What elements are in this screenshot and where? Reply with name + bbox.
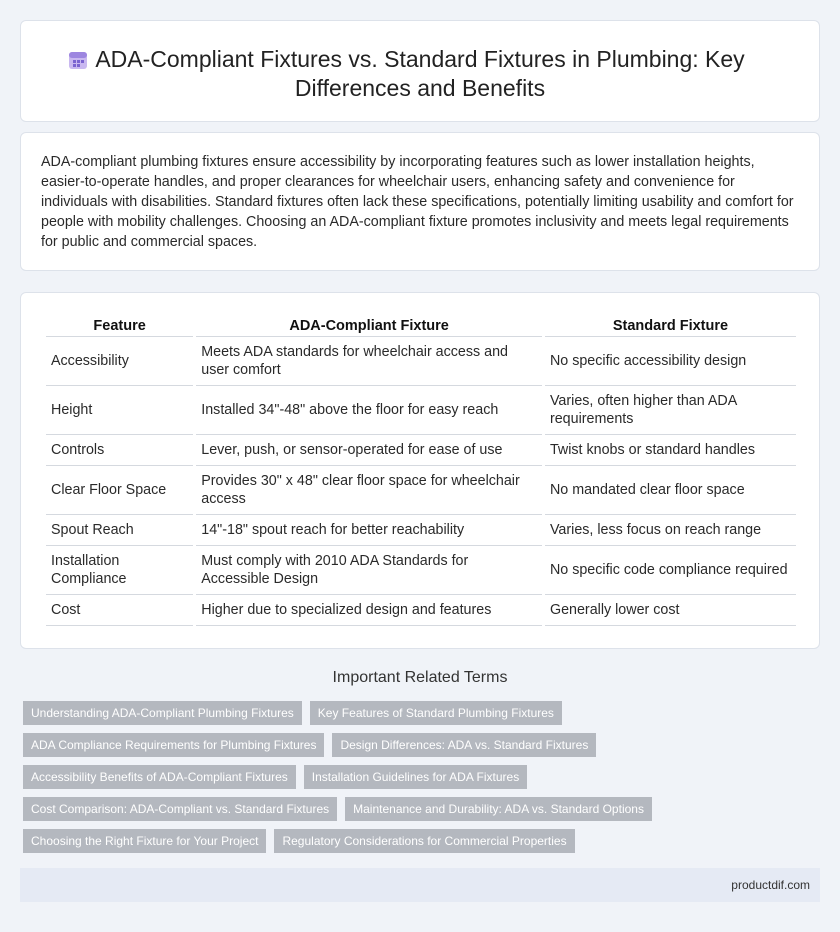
table-row <box>46 546 796 595</box>
header-standard: Standard Fixture <box>545 313 796 337</box>
related-term-tag[interactable]: Choosing the Right Fixture for Your Project <box>23 829 266 853</box>
table-header-row <box>46 313 796 337</box>
table-cell: Clear Floor Space <box>46 466 193 515</box>
related-terms-list <box>23 701 803 861</box>
table-cell: Lever, push, or sensor-operated for ease of use <box>196 435 542 466</box>
comparison-table <box>43 313 799 626</box>
table-cell: Varies, often higher than ADA requirements <box>545 386 796 435</box>
intro-paragraph: ADA-compliant plumbing fixtures ensure accessibility by incorporating features such as lower installation heights, easier-to-operate handles, and proper clearances for wheelchair users, enhancing safety and convenience for individuals with disabilities. Standard fixtures often lack these specifications, potentially limiting usability and comfort for people with mobility challenges. Choosing an ADA-compliant fixture promotes inclusivity and meets legal requirements for public and commercial spaces. <box>41 154 794 250</box>
table-cell: No mandated clear floor space <box>545 466 796 515</box>
footer <box>20 868 820 902</box>
related-term-tag[interactable]: Design Differences: ADA vs. Standard Fixtures <box>332 733 596 757</box>
related-term-tag[interactable]: Key Features of Standard Plumbing Fixtures <box>310 701 562 725</box>
comparison-table-card <box>20 292 820 649</box>
table-cell: Controls <box>46 435 193 466</box>
page-title: ADA-Compliant Fixtures vs. Standard Fixtures in Plumbing: Key Differences and Benefits <box>95 46 745 101</box>
table-cell: Height <box>46 386 193 435</box>
table-cell: No specific accessibility design <box>545 337 796 386</box>
header-feature: Feature <box>46 313 193 337</box>
table-cell: Meets ADA standards for wheelchair access and user comfort <box>196 337 542 386</box>
table-row <box>46 466 796 515</box>
table-row <box>46 386 796 435</box>
related-terms-heading: Important Related Terms <box>332 669 508 686</box>
table-cell: Higher due to specialized design and features <box>196 595 542 626</box>
table-cell: Cost <box>46 595 193 626</box>
header-ada: ADA-Compliant Fixture <box>196 313 542 337</box>
related-term-tag[interactable]: Regulatory Considerations for Commercial Properties <box>274 829 574 853</box>
table-cell: Accessibility <box>46 337 193 386</box>
table-row <box>46 435 796 466</box>
table-cell: Varies, less focus on reach range <box>545 515 796 546</box>
related-term-tag[interactable]: Installation Guidelines for ADA Fixtures <box>304 765 527 789</box>
title-card <box>20 20 820 122</box>
table-cell: 14"-18" spout reach for better reachability <box>196 515 542 546</box>
table-row <box>46 595 796 626</box>
table-cell: Provides 30" x 48" clear floor space for wheelchair access <box>196 466 542 515</box>
related-term-tag[interactable]: Maintenance and Durability: ADA vs. Standard Options <box>345 797 652 821</box>
table-cell: Must comply with 2010 ADA Standards for Accessible Design <box>196 546 542 595</box>
intro-card <box>20 132 820 271</box>
table-cell: Installed 34"-48" above the floor for easy reach <box>196 386 542 435</box>
related-term-tag[interactable]: ADA Compliance Requirements for Plumbing Fixtures <box>23 733 324 757</box>
table-cell: Generally lower cost <box>545 595 796 626</box>
related-term-tag[interactable]: Understanding ADA-Compliant Plumbing Fixtures <box>23 701 302 725</box>
table-row <box>46 337 796 386</box>
footer-site[interactable]: productdif.com <box>731 878 810 892</box>
related-term-tag[interactable]: Accessibility Benefits of ADA-Compliant Fixtures <box>23 765 296 789</box>
related-term-tag[interactable]: Cost Comparison: ADA-Compliant vs. Standard Fixtures <box>23 797 337 821</box>
table-cell: No specific code compliance required <box>545 546 796 595</box>
table-row <box>46 515 796 546</box>
table-cell: Spout Reach <box>46 515 193 546</box>
table-cell: Twist knobs or standard handles <box>545 435 796 466</box>
table-cell: Installation Compliance <box>46 546 193 595</box>
